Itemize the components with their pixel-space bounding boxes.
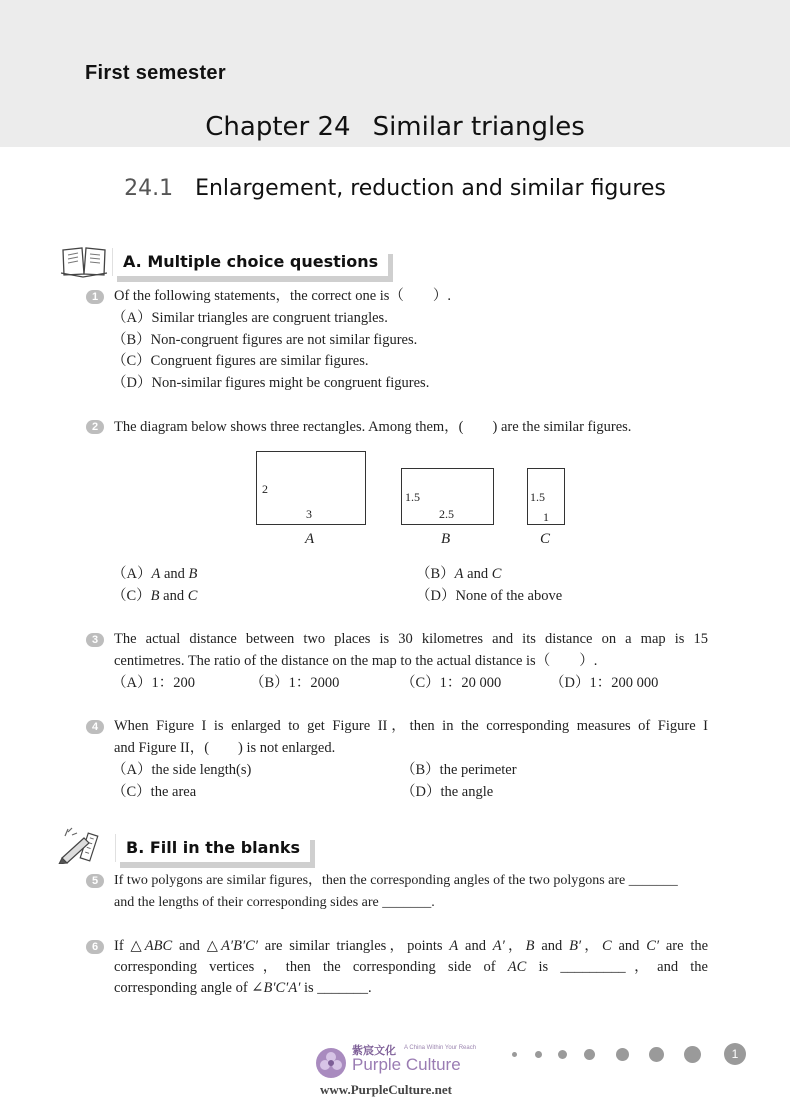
q2-option-a: （A）A and B: [112, 566, 198, 582]
rect-c-label: C: [540, 531, 551, 547]
watermark-brand: Purple Culture: [352, 1055, 461, 1074]
question-number-badge: 2: [86, 420, 104, 434]
open-book-icon: [60, 244, 108, 278]
q1-option-a: （A）Similar triangles are congruent triangles.: [112, 310, 388, 326]
dot: [558, 1050, 567, 1059]
q3-option-b: （B）1：2000: [250, 675, 340, 691]
watermark-logo: [314, 1040, 484, 1102]
dot: [616, 1048, 629, 1061]
chapter-title: [0, 112, 790, 142]
question-6-line-1: If △ABC and △A′B′C′ are similar triangles，points A and A′，B and B′，C and C′ are the: [114, 938, 709, 954]
q3-option-a: （A）1：200: [112, 675, 195, 691]
question-number-badge: 5: [86, 874, 104, 888]
chapter-number: Chapter 24: [205, 112, 351, 142]
page-number: 1: [724, 1043, 746, 1065]
question-3-line-2: centimetres. The ratio of the distance on the map to the actual distance is（ ）.: [114, 653, 598, 669]
rect-a-width-label: 3: [306, 507, 312, 521]
q4-option-c: （C）the area: [112, 784, 197, 800]
question-2-text: The diagram below shows three rectangles. Among them，( ) are the similar figures.: [114, 419, 632, 435]
rect-c-width-label: 1: [543, 510, 549, 524]
rect-a-height-label: 2: [262, 482, 268, 496]
question-number-badge: 6: [86, 940, 104, 954]
dot: [512, 1052, 517, 1057]
question-5-line-2: and the lengths of their corresponding sides are _______.: [114, 895, 435, 910]
rect-b-height-label: 1.5: [405, 490, 420, 504]
watermark-url: www.PurpleCulture.net: [320, 1082, 452, 1097]
section-number: 24.1: [124, 176, 174, 201]
section-a-heading: A. Multiple choice questions: [112, 248, 388, 276]
q4-option-d: （D）the angle: [401, 784, 494, 800]
question-6-line-3: corresponding angle of ∠B′C′A′ is _______.: [114, 980, 372, 996]
rect-a-label: A: [305, 531, 315, 547]
question-6-line-2: corresponding vertices，then the corresponding side of AC is _________，and the: [114, 959, 708, 975]
question-4-line-1: When Figure I is enlarged to get Figure II，then in the corresponding measures of Figure I: [114, 718, 708, 734]
dot: [649, 1047, 664, 1062]
question-number-badge: 1: [86, 290, 104, 304]
q1-option-c: （C）Congruent figures are similar figures.: [112, 353, 369, 369]
watermark-tagline: A China Within Your Reach: [404, 1045, 477, 1051]
q3-option-c: （C）1：20 000: [401, 675, 502, 691]
q2-option-c: （C）B and C: [112, 588, 198, 604]
question-5-line-1: If two polygons are similar figures，then the corresponding angles of the two polygons are _______: [114, 873, 678, 888]
q1-option-d: （D）Non-similar figures might be congruent figures.: [112, 375, 430, 391]
q2-option-b: （B）A and C: [416, 566, 502, 582]
section-title: [0, 176, 790, 201]
watermark-chinese: 紫宸文化: [352, 1044, 396, 1057]
dot: [584, 1049, 595, 1060]
question-number-badge: 3: [86, 633, 104, 647]
section-b-heading: B. Fill in the blanks: [115, 834, 310, 862]
q4-option-a: （A）the side length(s): [112, 762, 252, 778]
q2-option-d: （D）None of the above: [416, 588, 563, 604]
rect-b-label: B: [441, 531, 451, 547]
question-number-badge: 4: [86, 720, 104, 734]
dot: [684, 1046, 701, 1063]
question-1-text: Of the following statements，the correct one is（ ）.: [114, 288, 452, 304]
semester-label: First semester: [85, 62, 226, 84]
pencil-ruler-icon: [58, 826, 106, 864]
q1-option-b: （B）Non-congruent figures are not similar figures.: [112, 332, 418, 348]
q4-option-b: （B）the perimeter: [401, 762, 517, 778]
rect-b-width-label: 2.5: [439, 507, 454, 521]
question-4-line-2: and Figure II，( ) is not enlarged.: [114, 740, 336, 756]
flower-logo-icon: [314, 1046, 348, 1080]
chapter-name: Similar triangles: [372, 112, 585, 142]
dot: [535, 1051, 542, 1058]
question-3-line-1: The actual distance between two places is 30 kilometres and its distance on a map is 15: [114, 631, 708, 647]
q3-option-d: （D）1：200 000: [550, 675, 659, 691]
rect-c-height-label: 1.5: [530, 490, 545, 504]
section-name: Enlargement, reduction and similar figures: [195, 176, 666, 201]
